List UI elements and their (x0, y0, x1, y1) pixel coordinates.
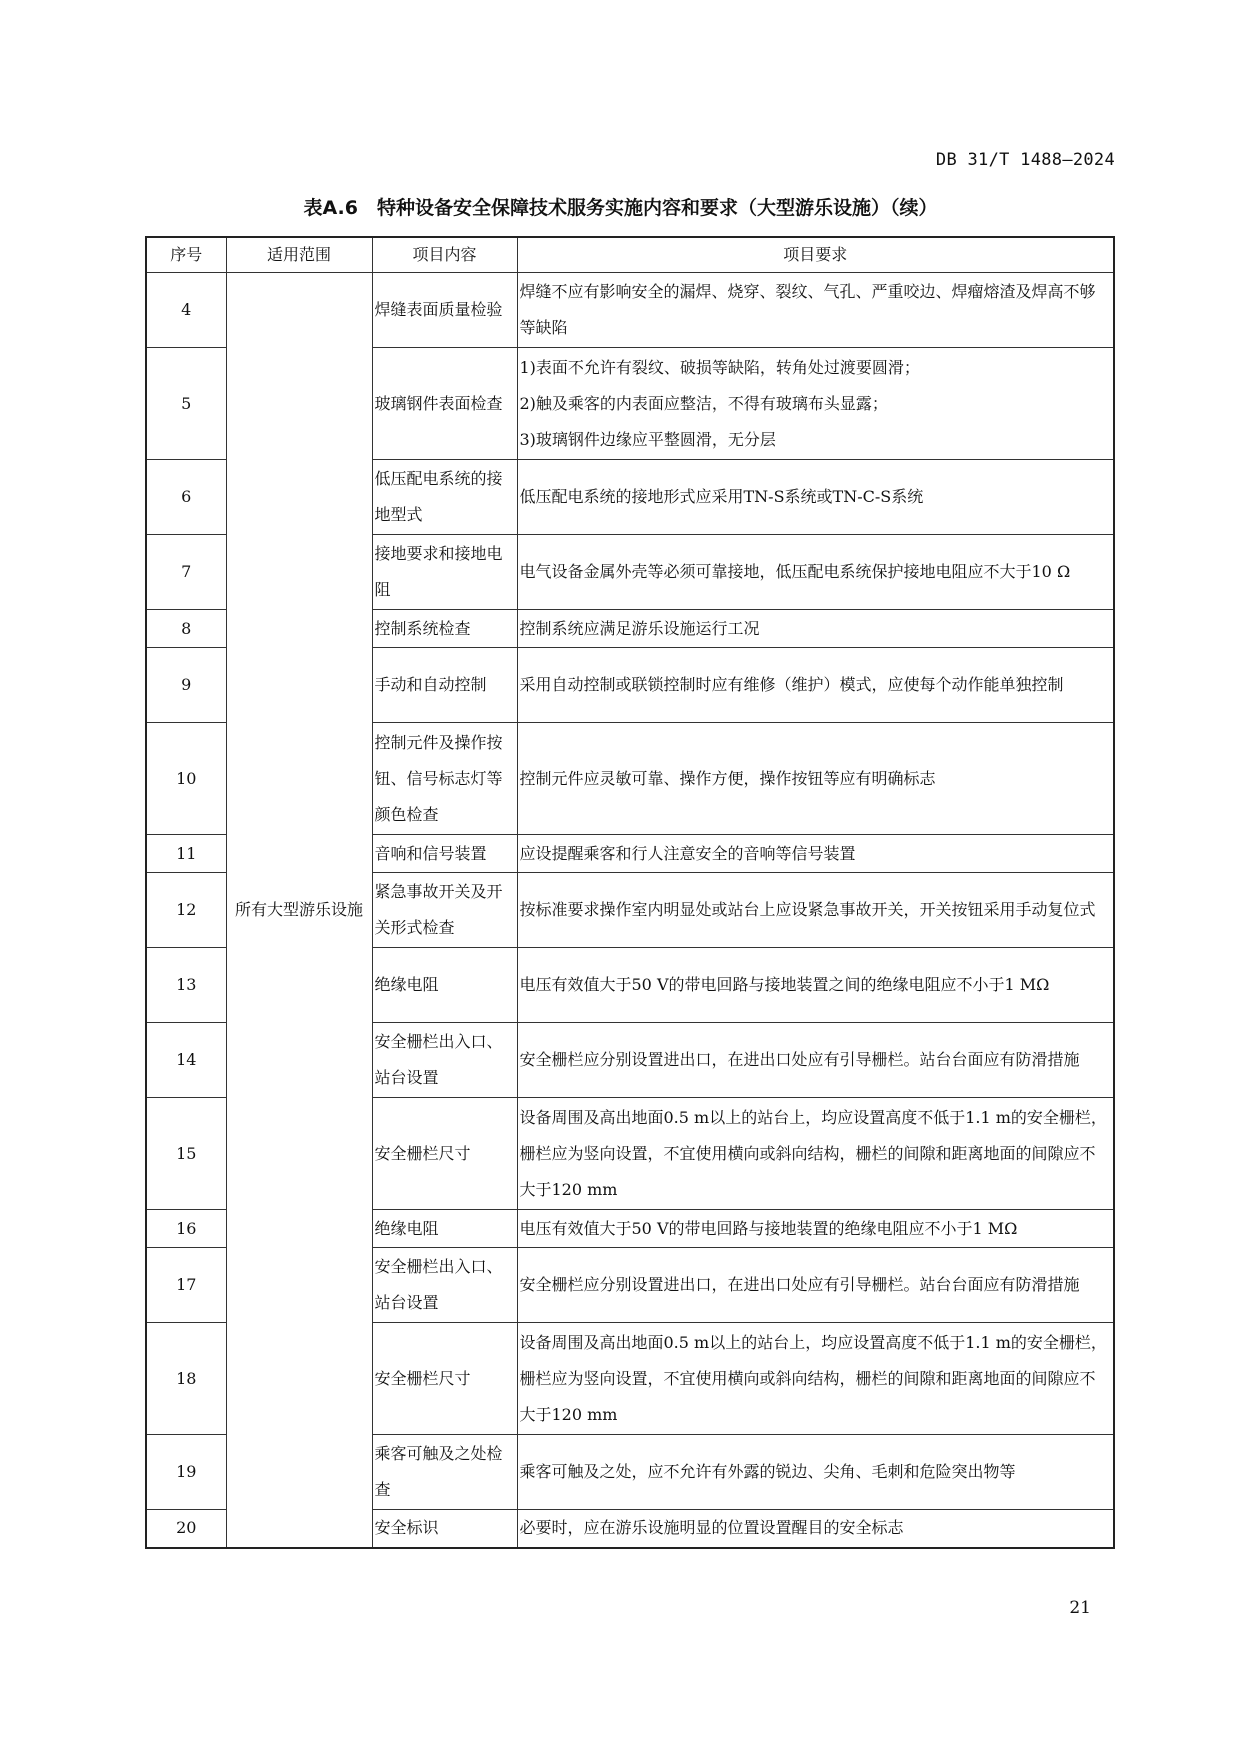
col-header-number: 序号 (146, 237, 226, 273)
table-header-row (146, 237, 1114, 273)
item-content: 手动和自动控制 (372, 648, 517, 723)
item-requirement: 采用自动控制或联锁控制时应有维修（维护）模式，应使每个动作能单独控制 (517, 648, 1114, 723)
requirement-line: 2)触及乘客的内表面应整洁，不得有玻璃布头显露； (519, 393, 888, 413)
row-number: 15 (146, 1098, 226, 1210)
item-requirement (517, 348, 1114, 460)
item-content: 低压配电系统的接地型式 (372, 460, 517, 535)
page-number: 21 (1069, 1598, 1091, 1618)
document-code: DB 31/T 1488—2024 (935, 150, 1115, 170)
scope-cell: 所有大型游乐设施 (226, 273, 372, 1548)
row-number: 9 (146, 648, 226, 723)
item-content: 绝缘电阻 (372, 948, 517, 1023)
item-content: 紧急事故开关及开关形式检查 (372, 873, 517, 948)
row-number: 7 (146, 535, 226, 610)
item-content: 安全栅栏尺寸 (372, 1098, 517, 1210)
requirement-line: 1)表面不允许有裂纹、破损等缺陷，转角处过渡要圆滑； (519, 357, 920, 377)
item-content: 安全栅栏尺寸 (372, 1323, 517, 1435)
item-content: 安全栅栏出入口、站台设置 (372, 1248, 517, 1323)
row-number: 6 (146, 460, 226, 535)
table-title: 表A.6 特种设备安全保障技术服务实施内容和要求（大型游乐设施）（续） (303, 197, 938, 219)
row-number: 19 (146, 1435, 226, 1510)
item-content: 焊缝表面质量检验 (372, 273, 517, 348)
row-number: 16 (146, 1210, 226, 1248)
spec-table (145, 236, 1115, 1549)
row-number: 14 (146, 1023, 226, 1098)
item-requirement: 应设提醒乘客和行人注意安全的音响等信号装置 (517, 835, 1114, 873)
item-requirement: 焊缝不应有影响安全的漏焊、烧穿、裂纹、气孔、严重咬边、焊瘤熔渣及焊高不够等缺陷 (517, 273, 1114, 348)
row-number: 13 (146, 948, 226, 1023)
item-requirement: 控制系统应满足游乐设施运行工况 (517, 610, 1114, 648)
item-requirement: 必要时，应在游乐设施明显的位置设置醒目的安全标志 (517, 1510, 1114, 1548)
table-row (146, 273, 1114, 348)
item-content: 安全标识 (372, 1510, 517, 1548)
item-requirement: 安全栅栏应分别设置进出口，在进出口处应有引导栅栏。站台台面应有防滑措施 (517, 1248, 1114, 1323)
col-header-requirement: 项目要求 (517, 237, 1114, 273)
item-requirement: 设备周围及高出地面0.5 m以上的站台上，均应设置高度不低于1.1 m的安全栅栏，栅栏应为竖向设置，不宜使用横向或斜向结构，栅栏的间隙和距离地面的间隙应不大于120 mm (517, 1098, 1114, 1210)
row-number: 11 (146, 835, 226, 873)
item-content: 控制元件及操作按钮、信号标志灯等颜色检查 (372, 723, 517, 835)
item-content: 玻璃钢件表面检查 (372, 348, 517, 460)
col-header-scope: 适用范围 (226, 237, 372, 273)
row-number: 17 (146, 1248, 226, 1323)
item-requirement: 设备周围及高出地面0.5 m以上的站台上，均应设置高度不低于1.1 m的安全栅栏，栅栏应为竖向设置，不宜使用横向或斜向结构，栅栏的间隙和距离地面的间隙应不大于120 mm (517, 1323, 1114, 1435)
item-requirement: 电气设备金属外壳等必须可靠接地，低压配电系统保护接地电阻应不大于10 Ω (517, 535, 1114, 610)
row-number: 5 (146, 348, 226, 460)
row-number: 18 (146, 1323, 226, 1435)
item-content: 音响和信号装置 (372, 835, 517, 873)
row-number: 10 (146, 723, 226, 835)
row-number: 20 (146, 1510, 226, 1548)
row-number: 8 (146, 610, 226, 648)
item-content: 控制系统检查 (372, 610, 517, 648)
item-requirement: 电压有效值大于50 V的带电回路与接地装置之间的绝缘电阻应不小于1 MΩ (517, 948, 1114, 1023)
item-requirement: 安全栅栏应分别设置进出口，在进出口处应有引导栅栏。站台台面应有防滑措施 (517, 1023, 1114, 1098)
item-requirement: 乘客可触及之处，应不允许有外露的锐边、尖角、毛刺和危险突出物等 (517, 1435, 1114, 1510)
row-number: 12 (146, 873, 226, 948)
item-requirement: 低压配电系统的接地形式应采用TN-S系统或TN-C-S系统 (517, 460, 1114, 535)
item-requirement: 电压有效值大于50 V的带电回路与接地装置的绝缘电阻应不小于1 MΩ (517, 1210, 1114, 1248)
item-requirement: 控制元件应灵敏可靠、操作方便，操作按钮等应有明确标志 (517, 723, 1114, 835)
item-content: 安全栅栏出入口、站台设置 (372, 1023, 517, 1098)
col-header-item: 项目内容 (372, 237, 517, 273)
item-content: 接地要求和接地电阻 (372, 535, 517, 610)
item-content: 绝缘电阻 (372, 1210, 517, 1248)
row-number: 4 (146, 273, 226, 348)
item-requirement: 按标准要求操作室内明显处或站台上应设紧急事故开关，开关按钮采用手动复位式 (517, 873, 1114, 948)
requirement-line: 3)玻璃钢件边缘应平整圆滑，无分层 (519, 429, 776, 449)
item-content: 乘客可触及之处检查 (372, 1435, 517, 1510)
